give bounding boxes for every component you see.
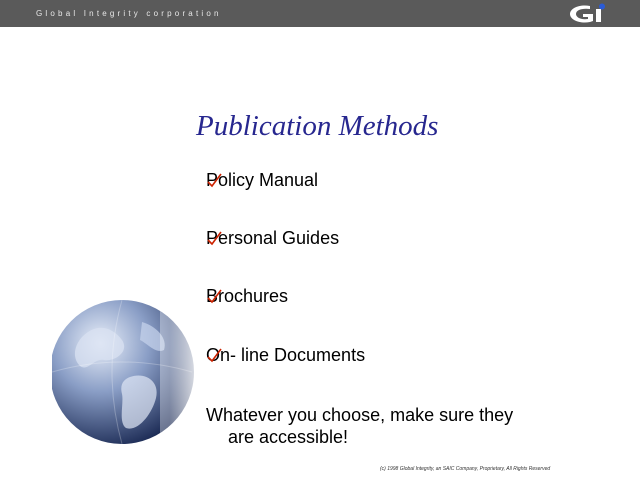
red-check-icon [206,173,222,189]
globe-icon [52,282,202,462]
red-check-icon [206,231,222,247]
bullet-label: On- line Documents [206,345,366,365]
bullet-label: Policy Manual [206,170,319,190]
closing-statement [206,404,513,448]
bullet-label: Brochures [206,286,289,306]
closing-line-1: Whatever you choose, make sure they [206,405,514,425]
bullet-item [206,228,339,249]
slide-title: Publication Methods [196,110,439,142]
red-check-icon [206,289,222,305]
copyright-footer: (c) 1998 Global Integrity, an SAIC Company, Proprietary, All Rights Reserved [380,466,551,472]
company-name: Global Integrity corporation [36,9,222,18]
bullet-item [206,170,318,191]
red-check-icon [206,348,222,364]
gi-logo-icon [566,3,614,25]
closing-line-2: are accessible! [228,427,349,447]
bullet-item [206,345,365,366]
header-bar [0,0,640,27]
bullet-item [206,286,288,307]
bullet-label: Personal Guides [206,228,340,248]
